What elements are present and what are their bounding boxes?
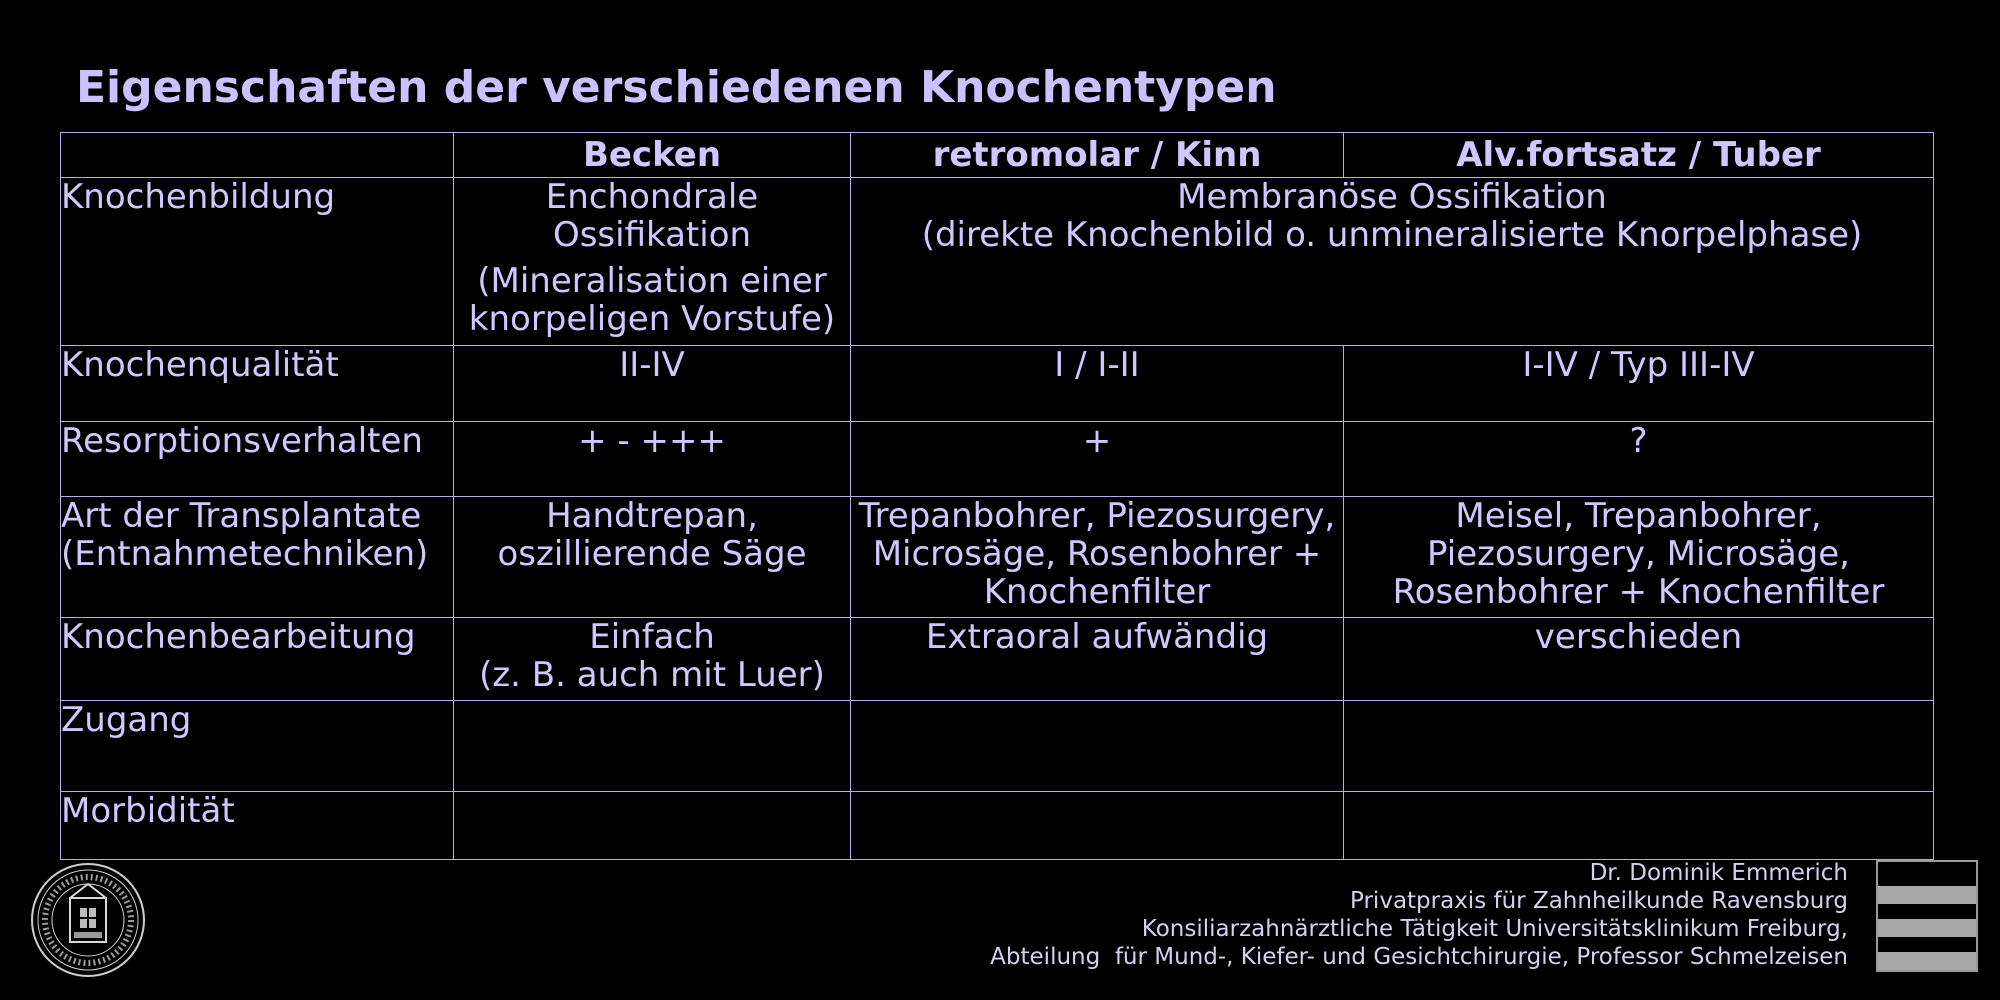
header-becken: Becken — [454, 133, 851, 178]
table-row-resorption — [61, 422, 1934, 497]
cell-bearbeitung-alv: verschieden — [1344, 618, 1934, 701]
striped-logo-icon — [1876, 860, 1978, 972]
cell-text: Einfach — [589, 617, 715, 657]
table-row-knochenbildung — [61, 178, 1934, 346]
row-label-morbiditaet: Morbidität — [61, 792, 454, 860]
cell-resorption-becken: + - +++ — [454, 422, 851, 497]
cell-transplantate-retromolar — [851, 497, 1344, 618]
cell-knochenqualitaet-alv: I-IV / Typ III-IV — [1344, 346, 1934, 422]
footer-line: Dr. Dominik Emmerich — [1589, 860, 1848, 886]
cell-text: knorpeligen Vorstufe) — [468, 299, 836, 339]
cell-text: (direkte Knochenbild o. unmineralisierte Knorpelphase) — [921, 215, 1863, 255]
footer-line: Abteilung für Mund-, Kiefer- und Gesichtchirurgie, Professor Schmelzeisen — [990, 944, 1848, 970]
footer-line: Privatpraxis für Zahnheilkunde Ravensburg — [1350, 888, 1848, 914]
cell-text: (Mineralisation einer — [477, 261, 827, 301]
cell-text: Membranöse Ossifikation — [1177, 177, 1607, 217]
cell-text: Handtrepan, — [546, 496, 758, 536]
cell-knochenbildung-becken — [454, 178, 851, 346]
cell-text: oszillierende Säge — [497, 534, 807, 574]
footer-line: Konsiliarzahnärztliche Tätigkeit Universitätsklinikum Freiburg, — [1141, 916, 1848, 942]
cell-text: Knochenfilter — [983, 572, 1211, 612]
row-label-resorption: Resorptionsverhalten — [61, 422, 454, 497]
header-retromolar: retromolar / Kinn — [851, 133, 1344, 178]
cell-morbiditaet-becken — [454, 792, 851, 860]
table-row-knochenqualitaet — [61, 346, 1934, 422]
cell-transplantate-becken — [454, 497, 851, 618]
cell-text: Microsäge, Rosenbohrer + — [872, 534, 1322, 574]
cell-resorption-retromolar: + — [851, 422, 1344, 497]
cell-text: Enchondrale — [545, 177, 759, 217]
cell-bearbeitung-retromolar: Extraoral aufwändig — [851, 618, 1344, 701]
cell-bearbeitung-becken — [454, 618, 851, 701]
cell-morbiditaet-retromolar — [851, 792, 1344, 860]
cell-knochenqualitaet-becken: II-IV — [454, 346, 851, 422]
row-label-zugang: Zugang — [61, 701, 454, 792]
table-row-transplantate — [61, 497, 1934, 618]
cell-zugang-alv — [1344, 701, 1934, 792]
cell-resorption-alv: ? — [1344, 422, 1934, 497]
cell-zugang-retromolar — [851, 701, 1344, 792]
table-row-morbiditaet — [61, 792, 1934, 860]
university-seal-icon — [30, 862, 146, 978]
footer-credits — [990, 859, 1848, 971]
bone-types-table — [60, 132, 1934, 860]
header-alv: Alv.fortsatz / Tuber — [1344, 133, 1934, 178]
cell-transplantate-alv — [1344, 497, 1934, 618]
cell-knochenbildung-membranous — [851, 178, 1934, 346]
cell-text: Ossifikation — [552, 215, 752, 255]
row-label-knochenqualitaet: Knochenqualität — [61, 346, 454, 422]
cell-text: Meisel, Trepanbohrer, — [1455, 496, 1822, 536]
row-label-text: (Entnahmetechniken) — [61, 534, 429, 574]
cell-zugang-becken — [454, 701, 851, 792]
table-row-bearbeitung — [61, 618, 1934, 701]
row-label-knochenbildung: Knochenbildung — [61, 178, 454, 346]
table-row-zugang — [61, 701, 1934, 792]
cell-text: Trepanbohrer, Piezosurgery, — [858, 496, 1336, 536]
cell-knochenqualitaet-retromolar: I / I-II — [851, 346, 1344, 422]
header-row — [61, 133, 1934, 178]
row-label-transplantate — [61, 497, 454, 618]
row-label-bearbeitung: Knochenbearbeitung — [61, 618, 454, 701]
page-title: Eigenschaften der verschiedenen Knochentypen — [76, 62, 1277, 113]
cell-text: Rosenbohrer + Knochenfilter — [1392, 572, 1885, 612]
cell-text: Piezosurgery, Microsäge, — [1427, 534, 1850, 574]
cell-text: (z. B. auch mit Luer) — [479, 655, 825, 695]
header-empty — [61, 133, 454, 178]
cell-morbiditaet-alv — [1344, 792, 1934, 860]
row-label-text: Art der Transplantate — [61, 496, 422, 536]
